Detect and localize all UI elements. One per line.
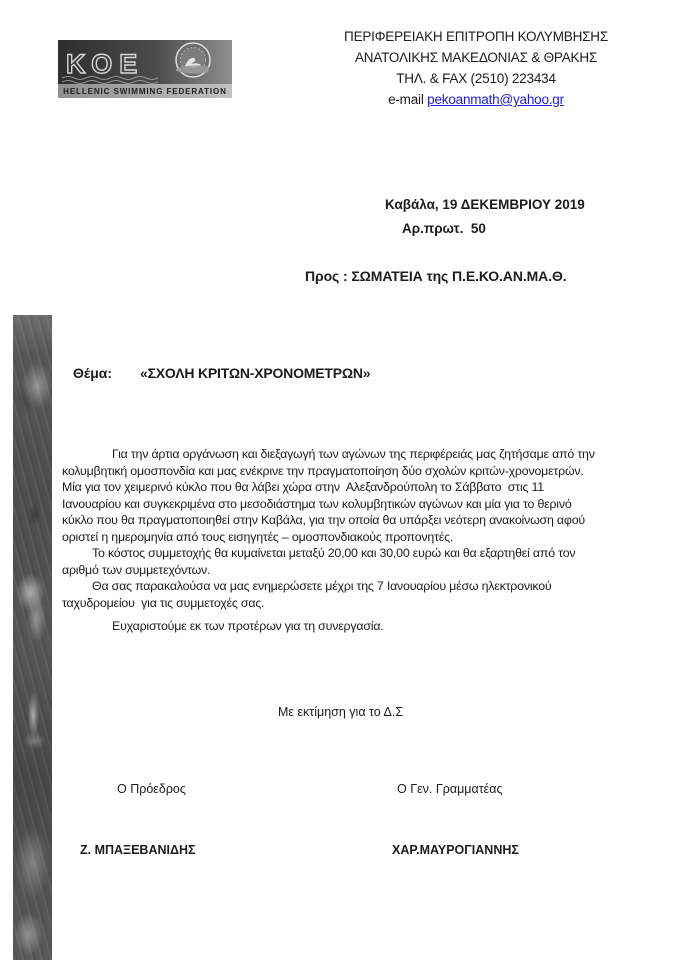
letterhead-email-line (328, 89, 624, 110)
email-link[interactable]: pekoanmath@yahoo.gr (427, 92, 564, 107)
letterhead-line-1: ΠΕΡΙΦΕΡΕΙΑΚΗ ΕΠΙΤΡΟΠΗ ΚΟΛΥΜΒΗΣΗΣ (344, 29, 608, 44)
logo-koe-letters: ΚΟΕ (66, 49, 145, 79)
body-line: ταχυδρομείου για τις συμμετοχές σας. (62, 595, 265, 610)
secretary-role-label: Ο Γεν. Γραμματέας (397, 782, 503, 796)
recipient-line: Προς : ΣΩΜΑΤΕΙΑ της Π.Ε.ΚΟ.ΑΝ.ΜΑ.Θ. (305, 268, 567, 284)
date-line: Καβάλα, 19 ΔΕΚΕΜΒΡΙΟΥ 2019 (385, 197, 585, 212)
body-line: Για την άρτια οργάνωση και διεξαγωγή των αγώνων της περιφέρειάς μας ζητήσαμε από την (112, 447, 595, 461)
logo-banner-text: HELLENIC SWIMMING FEDERATION (63, 87, 227, 96)
closing-regards: Με εκτίμηση για το Δ.Σ (278, 705, 404, 719)
subject-label: Θέμα: (73, 365, 113, 381)
president-name: Ζ. ΜΠΑΞΕΒΑΝΙΔΗΣ (80, 843, 196, 857)
body-line: κολυμβητική ομοσπονδία και μας ενέκρινε την πραγματοποίηση δύο σχολών κριτών-χρονομετρών. (62, 463, 584, 478)
letterhead-line-2: ΑΝΑΤΟΛΙΚΗΣ ΜΑΚΕΔΟΝΙΑΣ & ΘΡΑΚΗΣ (354, 50, 598, 65)
letterhead-line-3: ΤΗΛ. & FAX (2510) 223434 (396, 71, 556, 86)
body-line: Μία για τον χειμερινό κύκλο που θα λάβει χώρα στην Αλεξανδρούπολη το Σάββατο στις 11 (62, 480, 544, 494)
protocol-line: Αρ.πρωτ. 50 (402, 221, 486, 236)
body-line: κύκλο που θα πραγματοποιηθεί στην Καβάλα, για την οποία θα υπάρξει νεότερη ανακοίνωση αφού (62, 513, 585, 527)
body-line: οριστεί η ημερομηνία από τους εισηγητές – ομοσπονδιακούς προπονητές. (62, 529, 454, 544)
body-line-thanks: Ευχαριστούμε εκ των προτέρων για τη συνεργασία. (112, 619, 384, 633)
body-line: αριθμό των συμμετεχόντων. (62, 562, 211, 577)
letter-body (62, 446, 622, 635)
secretary-name: ΧΑΡ.ΜΑΥΡΟΓΙΑΝΝΗΣ (392, 843, 519, 857)
president-role-label: Ο Πρόεδρος (117, 782, 186, 796)
subject-text: «ΣΧΟΛΗ ΚΡΙΤΩΝ-ΧΡΟΝΟΜΕΤΡΩΝ» (140, 365, 371, 381)
email-label: e-mail (388, 92, 428, 107)
swimmer-emblem-icon (176, 43, 210, 77)
body-line: Ιανουαρίου και συγκεκριμένα στο μεσοδιάστημα των κολυμβητικών αγώνων και μία για το θερινό (62, 496, 572, 511)
body-line: Το κόστος συμμετοχής θα κυμαίνεται μεταξύ 20,00 και 30,00 ευρώ και θα εξαρτηθεί από τον (92, 546, 576, 560)
swimmers-photo-strip (13, 315, 52, 960)
letterhead (328, 26, 624, 110)
koe-logo (58, 40, 232, 98)
body-line: Θα σας παρακαλούσα να μας ενημερώσετε μέχρι της 7 Ιανουαρίου μέσω ηλεκτρονικού (92, 579, 552, 593)
